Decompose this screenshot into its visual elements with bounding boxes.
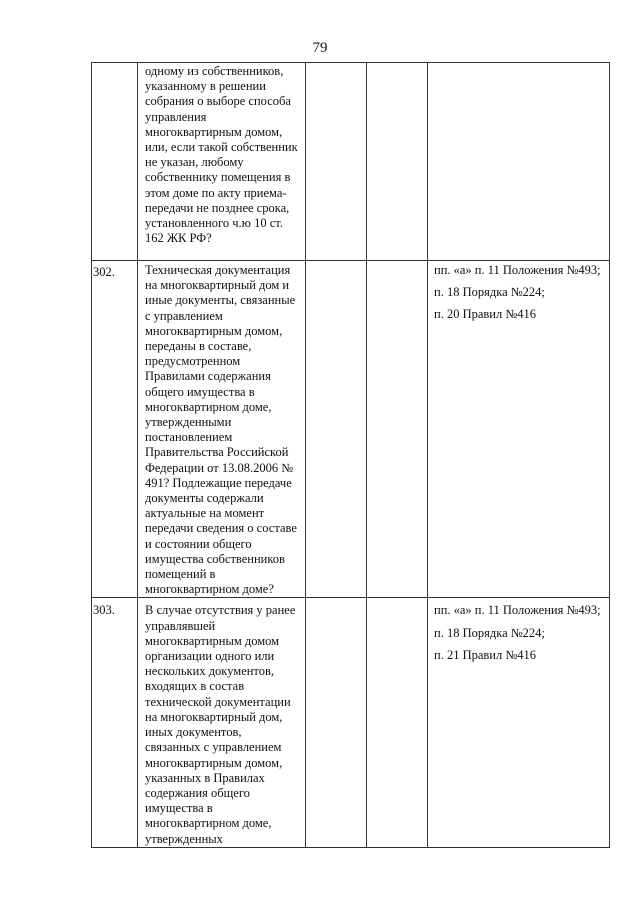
row-number: 302.: [93, 265, 115, 279]
question-cell: [138, 63, 306, 261]
reference-item: п. 20 Правил №416: [434, 307, 537, 322]
reference-item: пп. «а» п. 11 Положения №493;: [434, 603, 601, 618]
references-cell: [428, 261, 610, 598]
question-text: В случае отсутствия у ранее управлявшей многоквартирным домом организации одного или нескольких документов, входящих в состав технической документации на многоквартирный дом, иных документов, связанных с управлением многоквартирным домом, указанных в Правилах содержания общего имущества в многоквартирном доме, утвержденных: [145, 603, 296, 846]
reference-item: п. 21 Правил №416: [434, 647, 537, 662]
row-number-cell: [92, 261, 138, 598]
references-cell: [428, 63, 610, 261]
answer-cell-2: [367, 261, 428, 598]
row-number: [92, 63, 137, 67]
question-text: одному из собственников, указанному в решении собрания о выборе способа управления многоквартирным домом, или, если такой собственник не указан, любому собственнику помещения в этом доме по акту приема-передачи не позднее срока, установленного ч.ю 10 ст. 162 ЖК РФ?: [145, 64, 298, 246]
table-row: [92, 63, 610, 261]
requirements-table: [91, 62, 610, 848]
answer-cell-1: [306, 261, 367, 598]
row-number: 303.: [93, 603, 115, 618]
answer-cell-2: [367, 63, 428, 261]
question-text: Техническая документация на многоквартирный дом и иные документы, связанные с управлением многоквартирным домом, переданы в составе, предусмотренном Правилами содержания общего имущества в многоквартирном доме, утвержденными постановлением Правительства Российской Федерации от 13.08.2006 № 491? Подлежащие передаче документы содержали актуальные на момент передачи сведения о составе и состоянии общего имущества собственников помещений в многоквартирном доме?: [145, 263, 297, 597]
table-row: [92, 598, 610, 847]
question-cell: [138, 598, 306, 847]
page-number: 79: [312, 40, 328, 56]
table-row: [92, 261, 610, 598]
answer-cell-2: [367, 598, 428, 847]
references-cell: [428, 598, 610, 847]
row-number-cell: [92, 598, 138, 847]
answer-cell-1: [306, 598, 367, 847]
reference-item: пп. «а» п. 11 Положения №493;: [434, 263, 601, 277]
question-cell: [138, 261, 306, 598]
row-number-cell: [92, 63, 138, 261]
reference-item: п. 18 Порядка №224;: [434, 285, 545, 300]
answer-cell-1: [306, 63, 367, 261]
reference-item: п. 18 Порядка №224;: [434, 625, 545, 640]
